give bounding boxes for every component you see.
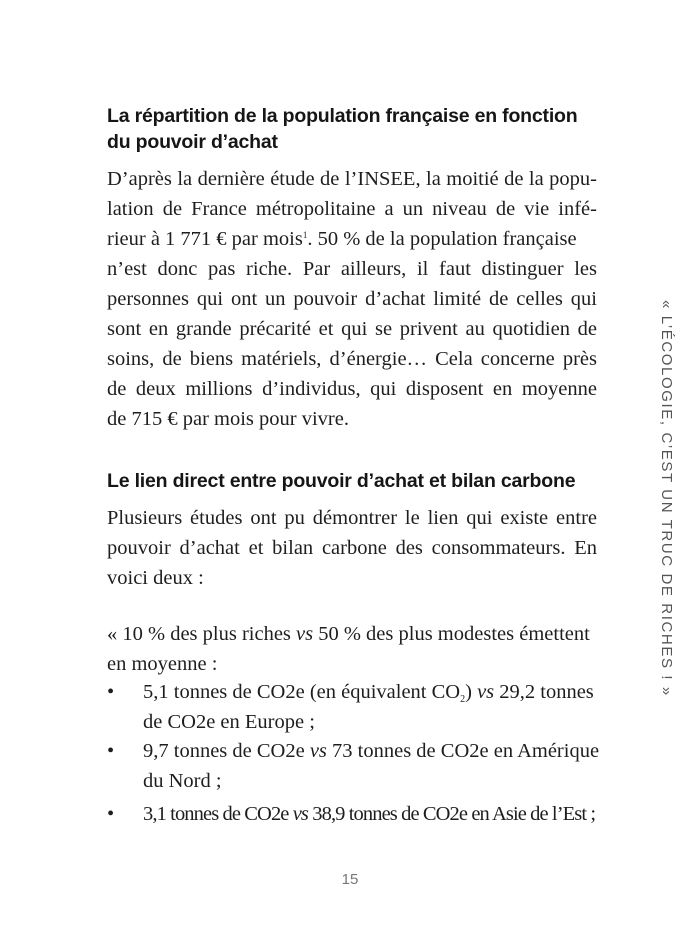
- running-title: « L’ÉCOLOGIE, C’EST UN TRUC DE RICHES ! »: [658, 300, 675, 697]
- list-item: [107, 736, 600, 796]
- list-item-text: [143, 677, 599, 737]
- text-line: soins, de biens matériels, d’énergie… Cela concerne près: [107, 348, 597, 370]
- footnote-marker: 1: [302, 230, 308, 240]
- text-line: du Nord ;: [143, 770, 222, 792]
- text-fragment: « 10 % des plus riches: [107, 623, 297, 645]
- text-fragment: 5,1 tonnes de CO2e (en équivalent CO: [143, 681, 461, 703]
- list-item-text: [143, 736, 599, 796]
- bullet-marker: •: [107, 740, 115, 762]
- text-fragment: . 50 % de la population française: [307, 228, 577, 250]
- text-line: [107, 224, 597, 254]
- text-line: n’est donc pas riche. Par ailleurs, il faut distinguer les: [107, 258, 597, 280]
- list-item: [107, 799, 597, 829]
- heading-line: du pouvoir d’achat: [107, 131, 278, 153]
- bullet-marker: •: [107, 803, 115, 825]
- section-heading-carbon: Le lien direct entre pouvoir d’achat et bilan carbone: [107, 470, 576, 492]
- text-line: de 715 € par mois pour vivre.: [107, 408, 349, 430]
- text-fragment: 9,7 tonnes de CO2e: [143, 740, 310, 762]
- text-fragment: 3,1 tonnes de CO2e: [143, 803, 293, 825]
- text-line: pouvoir d’achat et bilan carbone des consommateurs. En: [107, 537, 597, 559]
- text-line: voici deux :: [107, 567, 204, 589]
- list-item: [107, 677, 597, 737]
- text-fragment: rieur à 1 771 € par mois: [107, 228, 303, 250]
- text-fragment: 29,2 tonnes: [494, 681, 594, 703]
- quote-intro: [107, 619, 597, 679]
- text-fragment: ): [465, 681, 478, 703]
- vs-italic: vs: [292, 803, 309, 825]
- text-line: en moyenne :: [107, 653, 218, 675]
- list-item-text: [143, 799, 599, 829]
- vs-italic: vs: [477, 681, 495, 703]
- text-line: de deux millions d’individus, qui disposent en moyenne: [107, 378, 597, 400]
- text-line: sont en grande précarité et qui se privent au quotidien de: [107, 318, 597, 340]
- section-heading-population: [107, 103, 607, 155]
- text-line: [143, 677, 599, 707]
- text-fragment: 50 % des plus modestes émettent: [313, 623, 590, 645]
- vs-italic: vs: [296, 623, 314, 645]
- heading-line: La répartition de la population française en fonction: [107, 105, 578, 127]
- text-line: [107, 619, 597, 649]
- text-line: lation de France métropolitaine a un niveau de vie infé-: [107, 198, 597, 220]
- page-number: 15: [341, 871, 359, 888]
- bullet-marker: •: [107, 681, 115, 703]
- text-line: [143, 736, 599, 766]
- text-line: [143, 799, 599, 829]
- paragraph-population: [107, 164, 597, 434]
- subscript: 2: [460, 694, 466, 705]
- text-line: Plusieurs études ont pu démontrer le lien qui existe entre: [107, 507, 597, 529]
- paragraph-carbon: [107, 503, 597, 593]
- vs-italic: vs: [309, 740, 327, 762]
- text-line: D’après la dernière étude de l’INSEE, la moitié de la popu-: [107, 168, 597, 190]
- text-fragment: 38,9 tonnes de CO2e en Asie de l’Est ;: [308, 803, 596, 825]
- text-line: personnes qui ont un pouvoir d’achat limité de celles qui: [107, 288, 597, 310]
- text-fragment: 73 tonnes de CO2e en Amérique: [326, 740, 600, 762]
- text-line: de CO2e en Europe ;: [143, 711, 315, 733]
